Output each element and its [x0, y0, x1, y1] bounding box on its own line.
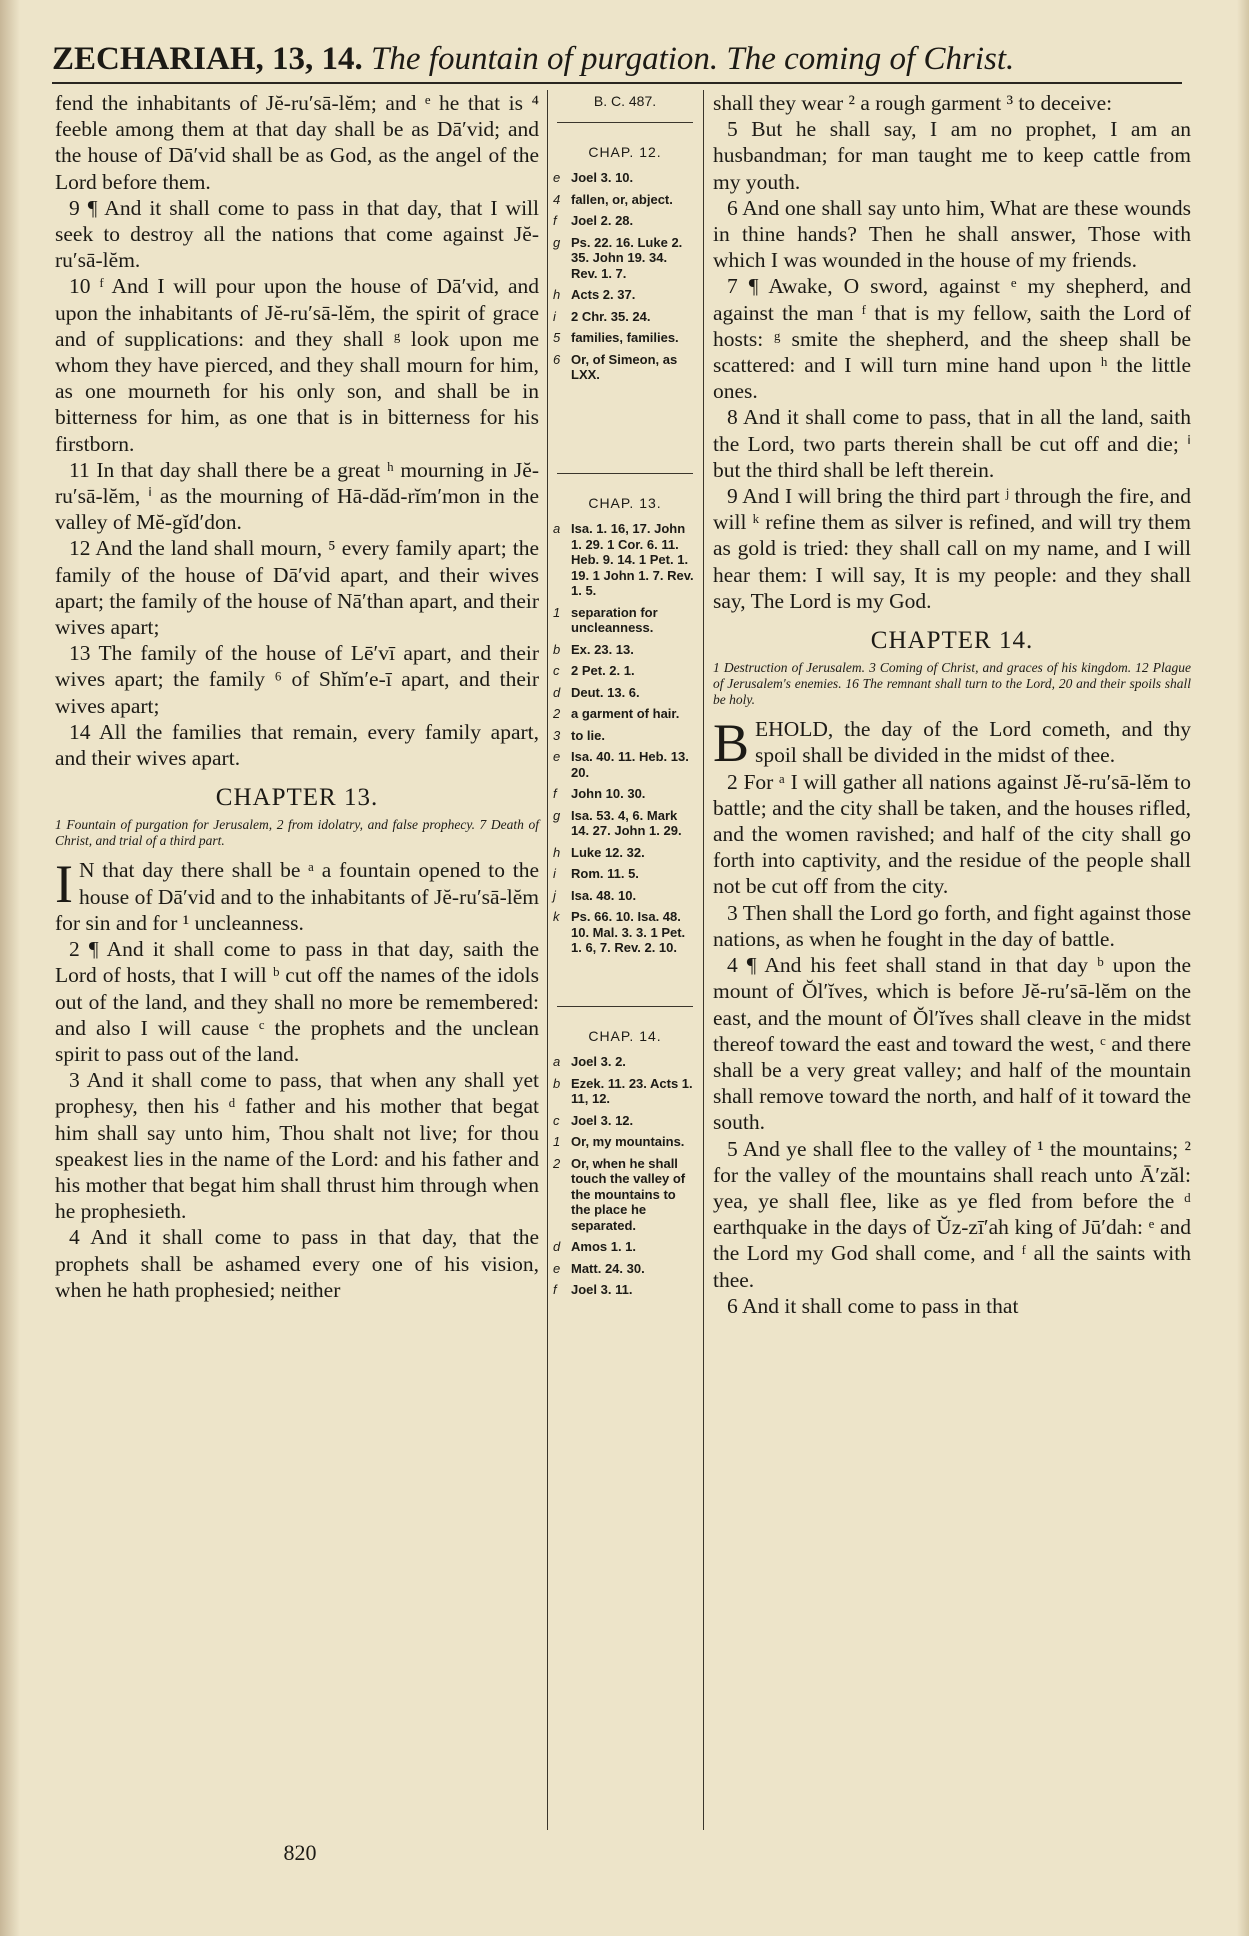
verse-paragraph: 4 And it shall come to pass in that day, that the prophets shall be ashamed every one of his vision, when he hath prophesied; neither	[55, 1225, 539, 1302]
verse-paragraph: 4 ¶ And his feet shall stand in that day ᵇ upon the mount of Ŏl′ĭves, which is before Jĕ-ru′sā-lĕm on the east, and the mount of Ŏl′ĭves shall cleave in the midst thereof toward the east and toward the west, ᶜ and there shall be a very great valley; and half of the mountain shall remove toward the north, and half of it toward the south.	[713, 953, 1191, 1135]
verse-paragraph: 14 All the families that remain, every family apart, and their wives apart.	[55, 719, 539, 771]
note-text: Amos 1. 1.	[571, 1239, 637, 1254]
note-text: 2 Pet. 2. 1.	[571, 663, 635, 678]
margin-note	[553, 685, 697, 701]
chapter-13-summary: 1 Fountain of purgation for Jerusalem, 2 from idolatry, and false prophecy. 7 Death of Christ, and trial of a third part.	[55, 817, 539, 849]
verse-paragraph: 2 For ᵃ I will gather all nations against Jĕ-ru′sā-lĕm to battle; and the city shall be taken, and the houses rifled, and the women ravished; and half of the city shall go forth into captivity, and the residue of the people shall not be cut off from the city.	[713, 769, 1191, 899]
left-column	[55, 90, 539, 1303]
note-mark: d	[553, 684, 561, 700]
note-mark: f	[553, 786, 557, 801]
margin-rule	[557, 122, 693, 123]
verse-paragraph: 8 And it shall come to pass, that in all the land, saith the Lord, two parts therein shall be cut off and die; ⁱ but the third shall be left therein.	[713, 405, 1191, 482]
verse-paragraph	[713, 713, 1191, 774]
verse-paragraph: 7 ¶ Awake, O sword, against ᵉ my shepherd, and against the man ᶠ that is my fellow, saith the Lord of hosts: ᵍ smite the shepherd, and the sheep shall be scattered: and I will turn mine hand upon ʰ the little ones.	[713, 274, 1191, 404]
note-mark: i	[553, 308, 556, 324]
margin-note	[553, 845, 697, 861]
margin-note	[553, 888, 697, 904]
note-text: separation for uncleanness.	[571, 604, 658, 635]
note-text: Matt. 24. 30.	[571, 1260, 645, 1276]
verse-paragraph: 5 But he shall say, I am no prophet, I am an husbandman; for man taught me to keep cattle from my youth.	[713, 117, 1191, 194]
note-text: Joel 3. 10.	[571, 170, 634, 185]
note-text: to lie.	[571, 727, 605, 743]
column-divider	[703, 90, 704, 1830]
margin-note	[553, 309, 697, 325]
margin-note	[553, 352, 697, 383]
note-mark: h	[553, 844, 561, 860]
drop-cap: B	[713, 713, 750, 774]
chapter-14-summary: 1 Destruction of Jerusalem. 3 Coming of Christ, and graces of his kingdom. 12 Plague of Jerusalem's enemies. 16 The remnant shall turn to the Lord, 20 and their spoils shall be holy.	[713, 660, 1191, 708]
verse-paragraph	[55, 854, 539, 936]
margin-note	[553, 1134, 697, 1150]
header-topic: The fountain of purgation. The coming of Christ.	[371, 41, 1015, 77]
verse-paragraph: 3 And it shall come to pass, that when any shall yet prophesy, then his ᵈ father and his mother that begat him shall say unto him, Thou shalt not live; for thou speakest lies in the name of the Lord: and his father and his mother that begat him shall thrust him through when he prophesieth.	[55, 1068, 539, 1224]
margin-note	[553, 287, 697, 303]
note-text: Ex. 23. 13.	[571, 641, 634, 657]
verse-paragraph: 13 The family of the house of Lē′vī apart, and their wives apart; the family ⁶ of Shĭm′e-ī apart, and their wives apart;	[55, 641, 539, 718]
verse-paragraph: 3 Then shall the Lord go forth, and fight against those nations, as when he fought in the day of battle.	[713, 900, 1191, 951]
note-text: Ps. 66. 10. Isa. 48. 10. Mal. 3. 3. 1 Pet. 1. 6, 7. Rev. 2. 10.	[571, 909, 686, 955]
note-mark: 5	[553, 330, 561, 345]
note-text: Or, when he shall touch the valley of the mountains to the place he separated.	[571, 1155, 686, 1233]
verse-paragraph: 5 And ye shall flee to the valley of ¹ the mountains; ² for the valley of the mountains shall reach unto Ā′zăl: yea, ye shall flee, like as ye fled from before the ᵈ earthquake in the days of Ŭz-zī′ah king of Jū′dah: ᵉ and the Lord my God shall come, and ᶠ all the saints with thee.	[713, 1136, 1191, 1292]
note-mark: 2	[553, 706, 561, 721]
note-mark: d	[553, 1239, 561, 1254]
margin-note	[553, 235, 697, 282]
note-mark: e	[553, 1260, 561, 1276]
verse-text: N that day there shall be ᵃ a fountain opened to the house of Dā′vid and to the inhabitants of Jĕ-ru′sā-lĕm for sin and for ¹ uncleanness.	[55, 858, 539, 935]
note-mark: 2	[553, 1155, 561, 1171]
note-mark: h	[553, 287, 561, 302]
note-text: Joel 3. 2.	[571, 1054, 626, 1069]
note-text: Rom. 11. 5.	[571, 866, 639, 881]
note-mark: 1	[553, 604, 561, 620]
note-mark: f	[553, 213, 557, 228]
note-text: 2 Chr. 35. 24.	[571, 308, 651, 324]
note-text: Luke 12. 32.	[571, 844, 645, 860]
margin-section-heading: CHAP. 12.	[588, 143, 662, 160]
verse-text: EHOLD, the day of the Lord cometh, and thy spoil shall be divided in the midst of thee.	[755, 717, 1191, 768]
verse-paragraph: fend the inhabitants of Jĕ-ru′sā-lĕm; and ᵉ he that is ⁴ feeble among them at that day shall be as Dā′vid; and the house of Dā′vid shall be as God, as the angel of the Lord before them.	[55, 91, 539, 194]
margin-note	[553, 1054, 697, 1070]
page-spine-shadow	[1237, 0, 1249, 1936]
margin-notes	[553, 90, 697, 1830]
note-mark: g	[553, 234, 561, 250]
margin-note	[553, 663, 697, 679]
note-text: Acts 2. 37.	[571, 287, 636, 302]
verse-paragraph: 6 And one shall say unto him, What are these wounds in thine hands? Then he shall answer, Those with which I was wounded in the house of my friends.	[713, 195, 1191, 273]
note-text: Joel 3. 11.	[571, 1282, 633, 1297]
note-text: Joel 2. 28.	[571, 213, 634, 228]
chapter-13-heading: CHAPTER 13.	[215, 784, 379, 812]
margin-note	[553, 1282, 697, 1298]
note-mark: c	[553, 663, 560, 678]
margin-note	[553, 1156, 697, 1234]
margin-note	[553, 909, 697, 956]
note-text: Isa. 40. 11. Heb. 13. 20.	[571, 749, 689, 780]
note-text: Or, of Simeon, as LXX.	[571, 351, 678, 382]
margin-note	[553, 192, 697, 208]
note-mark: f	[553, 1282, 557, 1297]
note-text: Ps. 22. 16. Luke 2. 35. John 19. 34. Rev. 1. 7.	[571, 234, 683, 281]
running-header	[52, 36, 1182, 82]
note-mark: b	[553, 1075, 561, 1091]
verse-paragraph: 9 And I will bring the third part ʲ through the fire, and will ᵏ refine them as silver is refined, and will try them as gold is tried: they shall call on my name, and I will hear them: I will say, It is my people: and they shall say, The Lord is my God.	[713, 484, 1191, 613]
margin-note	[553, 706, 697, 722]
verse-paragraph: shall they wear ² a rough garment ³ to deceive:	[713, 91, 1113, 115]
margin-year: B. C. 487.	[593, 93, 657, 109]
note-mark: 4	[553, 191, 561, 207]
drop-cap: I	[55, 854, 73, 915]
note-text: Isa. 1. 16, 17. John 1. 29. 1 Cor. 6. 11. Heb. 9. 14. 1 Pet. 1. 19. 1 John 1. 7. Rev. 1. 5.	[571, 521, 694, 598]
margin-note	[553, 728, 697, 744]
note-mark: b	[553, 641, 561, 657]
note-mark: 1	[553, 1134, 561, 1149]
margin-separator	[557, 1006, 693, 1007]
note-mark: e	[553, 170, 561, 185]
verse-paragraph: 9 ¶ And it shall come to pass in that day, that I will seek to destroy all the nations that come against Jĕ-ru′sā-lĕm.	[55, 195, 539, 273]
margin-separator	[557, 473, 693, 474]
margin-note	[553, 1239, 697, 1255]
note-text: a garment of hair.	[571, 706, 680, 721]
note-mark: 3	[553, 727, 561, 743]
note-text: Ezek. 11. 23. Acts 1. 11, 12.	[571, 1075, 693, 1106]
margin-note	[553, 213, 697, 229]
margin-note	[553, 521, 697, 599]
page-edge-shadow	[0, 0, 20, 1936]
verse-paragraph: 6 And it shall come to pass in that	[727, 1293, 1019, 1318]
margin-note	[553, 786, 697, 802]
margin-note	[553, 1261, 697, 1277]
note-mark: 6	[553, 351, 561, 367]
note-text: John 10. 30.	[571, 786, 646, 801]
note-mark: j	[553, 887, 556, 903]
margin-note	[553, 330, 697, 346]
verse-paragraph: 12 And the land shall mourn, ⁵ every family apart; the family of the house of Dā′vid apart, and their wives apart; the family of the house of Nā′than apart, and their wives apart;	[55, 536, 539, 640]
note-text: Or, my mountains.	[571, 1134, 685, 1149]
margin-note	[553, 642, 697, 658]
margin-note	[553, 1076, 697, 1107]
note-mark: a	[553, 1054, 561, 1069]
margin-section-heading: CHAP. 14.	[588, 1027, 662, 1044]
note-text: Isa. 48. 10.	[571, 887, 637, 903]
note-mark: e	[553, 749, 561, 764]
column-divider	[547, 90, 548, 1830]
margin-note	[553, 170, 697, 186]
header-reference: ZECHARIAH, 13, 14.	[52, 41, 363, 77]
note-mark: i	[553, 866, 556, 881]
right-column	[713, 90, 1191, 1319]
margin-section-heading: CHAP. 13.	[588, 494, 662, 511]
note-text: Deut. 13. 6.	[571, 684, 640, 700]
margin-note	[553, 1113, 697, 1129]
page-number: 820	[283, 1840, 317, 1865]
note-mark: c	[553, 1112, 560, 1128]
note-text: Joel 3. 12.	[571, 1112, 634, 1128]
note-mark: g	[553, 807, 561, 823]
margin-note	[553, 866, 697, 882]
margin-note	[553, 605, 697, 636]
margin-note	[553, 749, 697, 780]
verse-paragraph: 10 ᶠ And I will pour upon the house of Dā′vid, and upon the inhabitants of Jĕ-ru′sā-lĕm, the spirit of grace and of supplications: and they shall ᵍ look upon me whom they have pierced, and they shall mourn for him, as one mourneth for his only son, and shall be in bitterness for him, as one that is in bitterness for his firstborn.	[55, 274, 539, 456]
note-mark: k	[553, 909, 560, 924]
note-text: Isa. 53. 4, 6. Mark 14. 27. John 1. 29.	[571, 807, 682, 838]
margin-note	[553, 808, 697, 839]
note-text: families, families.	[571, 330, 679, 345]
note-mark: a	[553, 521, 561, 536]
chapter-14-heading: CHAPTER 14.	[870, 627, 1034, 655]
note-text: fallen, or, abject.	[571, 191, 673, 207]
header-rule	[52, 82, 1182, 84]
verse-paragraph: 11 In that day shall there be a great ʰ mourning in Jĕ-ru′sā-lĕm, ⁱ as the mourning of Hā-dăd-rĭm′mon in the valley of Mĕ-gĭd′don.	[55, 457, 539, 535]
verse-paragraph: 2 ¶ And it shall come to pass in that day, saith the Lord of hosts, that I will ᵇ cut off the names of the idols out of the land, and they shall no more be remembered: and also I will cause ᶜ the prophets and the unclean spirit to pass out of the land.	[55, 937, 539, 1066]
